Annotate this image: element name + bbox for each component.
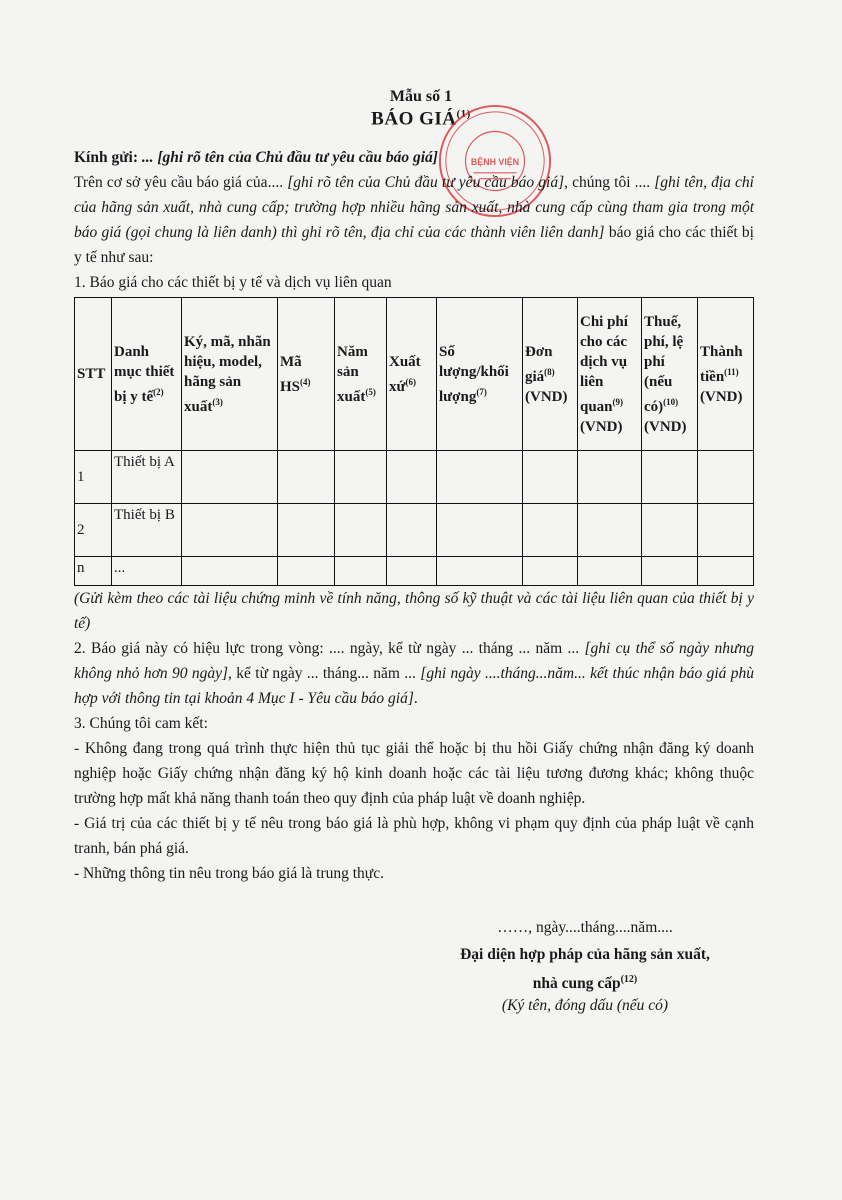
column-header: Thuế, phí, lệ phí (nếu có)$^{(10)}$ (VND)	[642, 298, 698, 451]
empty-cell	[523, 557, 578, 586]
row-device-name: ...	[112, 557, 182, 586]
column-header: Số lượng/khối lượng$^{(7)}$	[437, 298, 523, 451]
quotation-table	[74, 297, 754, 586]
signature-title: Đại diện hợp pháp của hãng sản xuất,	[460, 946, 710, 963]
column-header: Mã HS$^{(4)}$	[278, 298, 335, 451]
empty-cell	[278, 451, 335, 504]
column-header: Danh mục thiết bị y tế$^{(2)}$	[112, 298, 182, 451]
signature-instruction: (Ký tên, đóng dấu (nếu có)	[501, 997, 669, 1014]
svg-text:BỆNH VIỆN: BỆNH VIỆN	[470, 156, 520, 167]
empty-cell	[387, 504, 437, 557]
signature-title-2: nhà cung cấp$^{(12)}$	[532, 974, 638, 993]
column-header: Thành tiền$^{(11)}$ (VND)	[698, 298, 754, 451]
empty-cell	[578, 557, 642, 586]
table-row	[75, 451, 754, 504]
empty-cell	[642, 557, 698, 586]
table-row	[75, 557, 754, 586]
document-body	[74, 145, 754, 886]
empty-cell	[642, 451, 698, 504]
empty-cell	[278, 504, 335, 557]
column-header: STT	[75, 298, 112, 451]
row-stt: 2	[75, 504, 112, 557]
empty-cell	[698, 557, 754, 586]
commitment-item: - Những thông tin nêu trong báo giá là trung thực.	[74, 865, 384, 882]
column-header: Ký, mã, nhãn hiệu, model, hãng sản xuất$^{(3)}$	[182, 298, 278, 451]
form-number: Mẫu số 1	[389, 88, 453, 105]
row-device-name: Thiết bị B	[112, 504, 182, 557]
addressee-line: Kính gửi: ... [ghi rõ tên của Chủ đầu tư yêu cầu báo giá]	[74, 149, 438, 166]
row-device-name: Thiết bị A	[112, 451, 182, 504]
table-row	[75, 504, 754, 557]
empty-cell	[335, 504, 387, 557]
empty-cell	[437, 557, 523, 586]
empty-cell	[182, 557, 278, 586]
row-stt: n	[75, 557, 112, 586]
section-1-heading: 1. Báo giá cho các thiết bị y tế và dịch vụ liên quan	[74, 274, 392, 291]
column-header: Đơn giá$^{(8)}$ (VND)	[523, 298, 578, 451]
empty-cell	[698, 451, 754, 504]
commitment-item: - Giá trị của các thiết bị y tế nêu trong báo giá là phù hợp, không vi phạm quy định của pháp luật về cạnh tranh, bán phá giá.	[74, 815, 754, 857]
document-title: BÁO GIÁ$^{(1)}$	[371, 108, 471, 130]
empty-cell	[182, 451, 278, 504]
title-footnote: (1)	[456, 108, 471, 120]
empty-cell	[578, 451, 642, 504]
empty-cell	[437, 504, 523, 557]
signature-date: ……, ngày....tháng....năm....	[497, 919, 673, 936]
commitment-heading: 3. Chúng tôi cam kết:	[74, 715, 208, 732]
validity-paragraph: 2. Báo giá này có hiệu lực trong vòng: .... ngày, kể từ ngày ... tháng ... năm ... [ghi cụ thể số ngày nhưng không nhỏ hơn 90 ngày], kể từ ngày ... tháng... năm ... [ghi ngày ....tháng...năm... kết thúc nhận báo giá phù hợp với thông tin tại khoản 4 Mục I - Yêu cầu báo giá].	[74, 640, 754, 707]
column-header: Năm sản xuất$^{(5)}$	[335, 298, 387, 451]
column-header: Chi phí cho các dịch vụ liên quan$^{(9)}$ (VND)	[578, 298, 642, 451]
empty-cell	[578, 504, 642, 557]
intro-paragraph: Trên cơ sở yêu cầu báo giá của.... [ghi rõ tên của Chủ đầu tư yêu cầu báo giá], chúng tôi .... [ghi tên, địa chỉ của hãng sản xuất, nhà cung cấp; trường hợp nhiều hãng sản xuất, nhà cung cấp cùng tham gia trong một báo giá (gọi chung là liên danh) thì ghi rõ tên, địa chỉ của các thành viên liên danh] báo giá cho các thiết bị y tế như sau:	[74, 174, 754, 266]
attachment-note: (Gửi kèm theo các tài liệu chứng minh về tính năng, thông số kỹ thuật và các tài liệu liên quan của thiết bị y tế)	[74, 590, 754, 632]
empty-cell	[278, 557, 335, 586]
empty-cell	[523, 504, 578, 557]
row-stt: 1	[75, 451, 112, 504]
empty-cell	[437, 451, 523, 504]
empty-cell	[335, 557, 387, 586]
empty-cell	[387, 451, 437, 504]
table-header-row	[75, 298, 754, 451]
empty-cell	[523, 451, 578, 504]
empty-cell	[335, 451, 387, 504]
column-header: Xuất xứ$^{(6)}$	[387, 298, 437, 451]
empty-cell	[182, 504, 278, 557]
empty-cell	[387, 557, 437, 586]
empty-cell	[698, 504, 754, 557]
empty-cell	[642, 504, 698, 557]
commitment-item: - Không đang trong quá trình thực hiện thủ tục giải thể hoặc bị thu hồi Giấy chứng nhận đăng ký doanh nghiệp hoặc Giấy chứng nhận đăng ký hộ kinh doanh hoặc các tài liệu tương đương khác; không thuộc trường hợp mất khả năng thanh toán theo quy định của pháp luật về doanh nghiệp.	[74, 740, 754, 807]
